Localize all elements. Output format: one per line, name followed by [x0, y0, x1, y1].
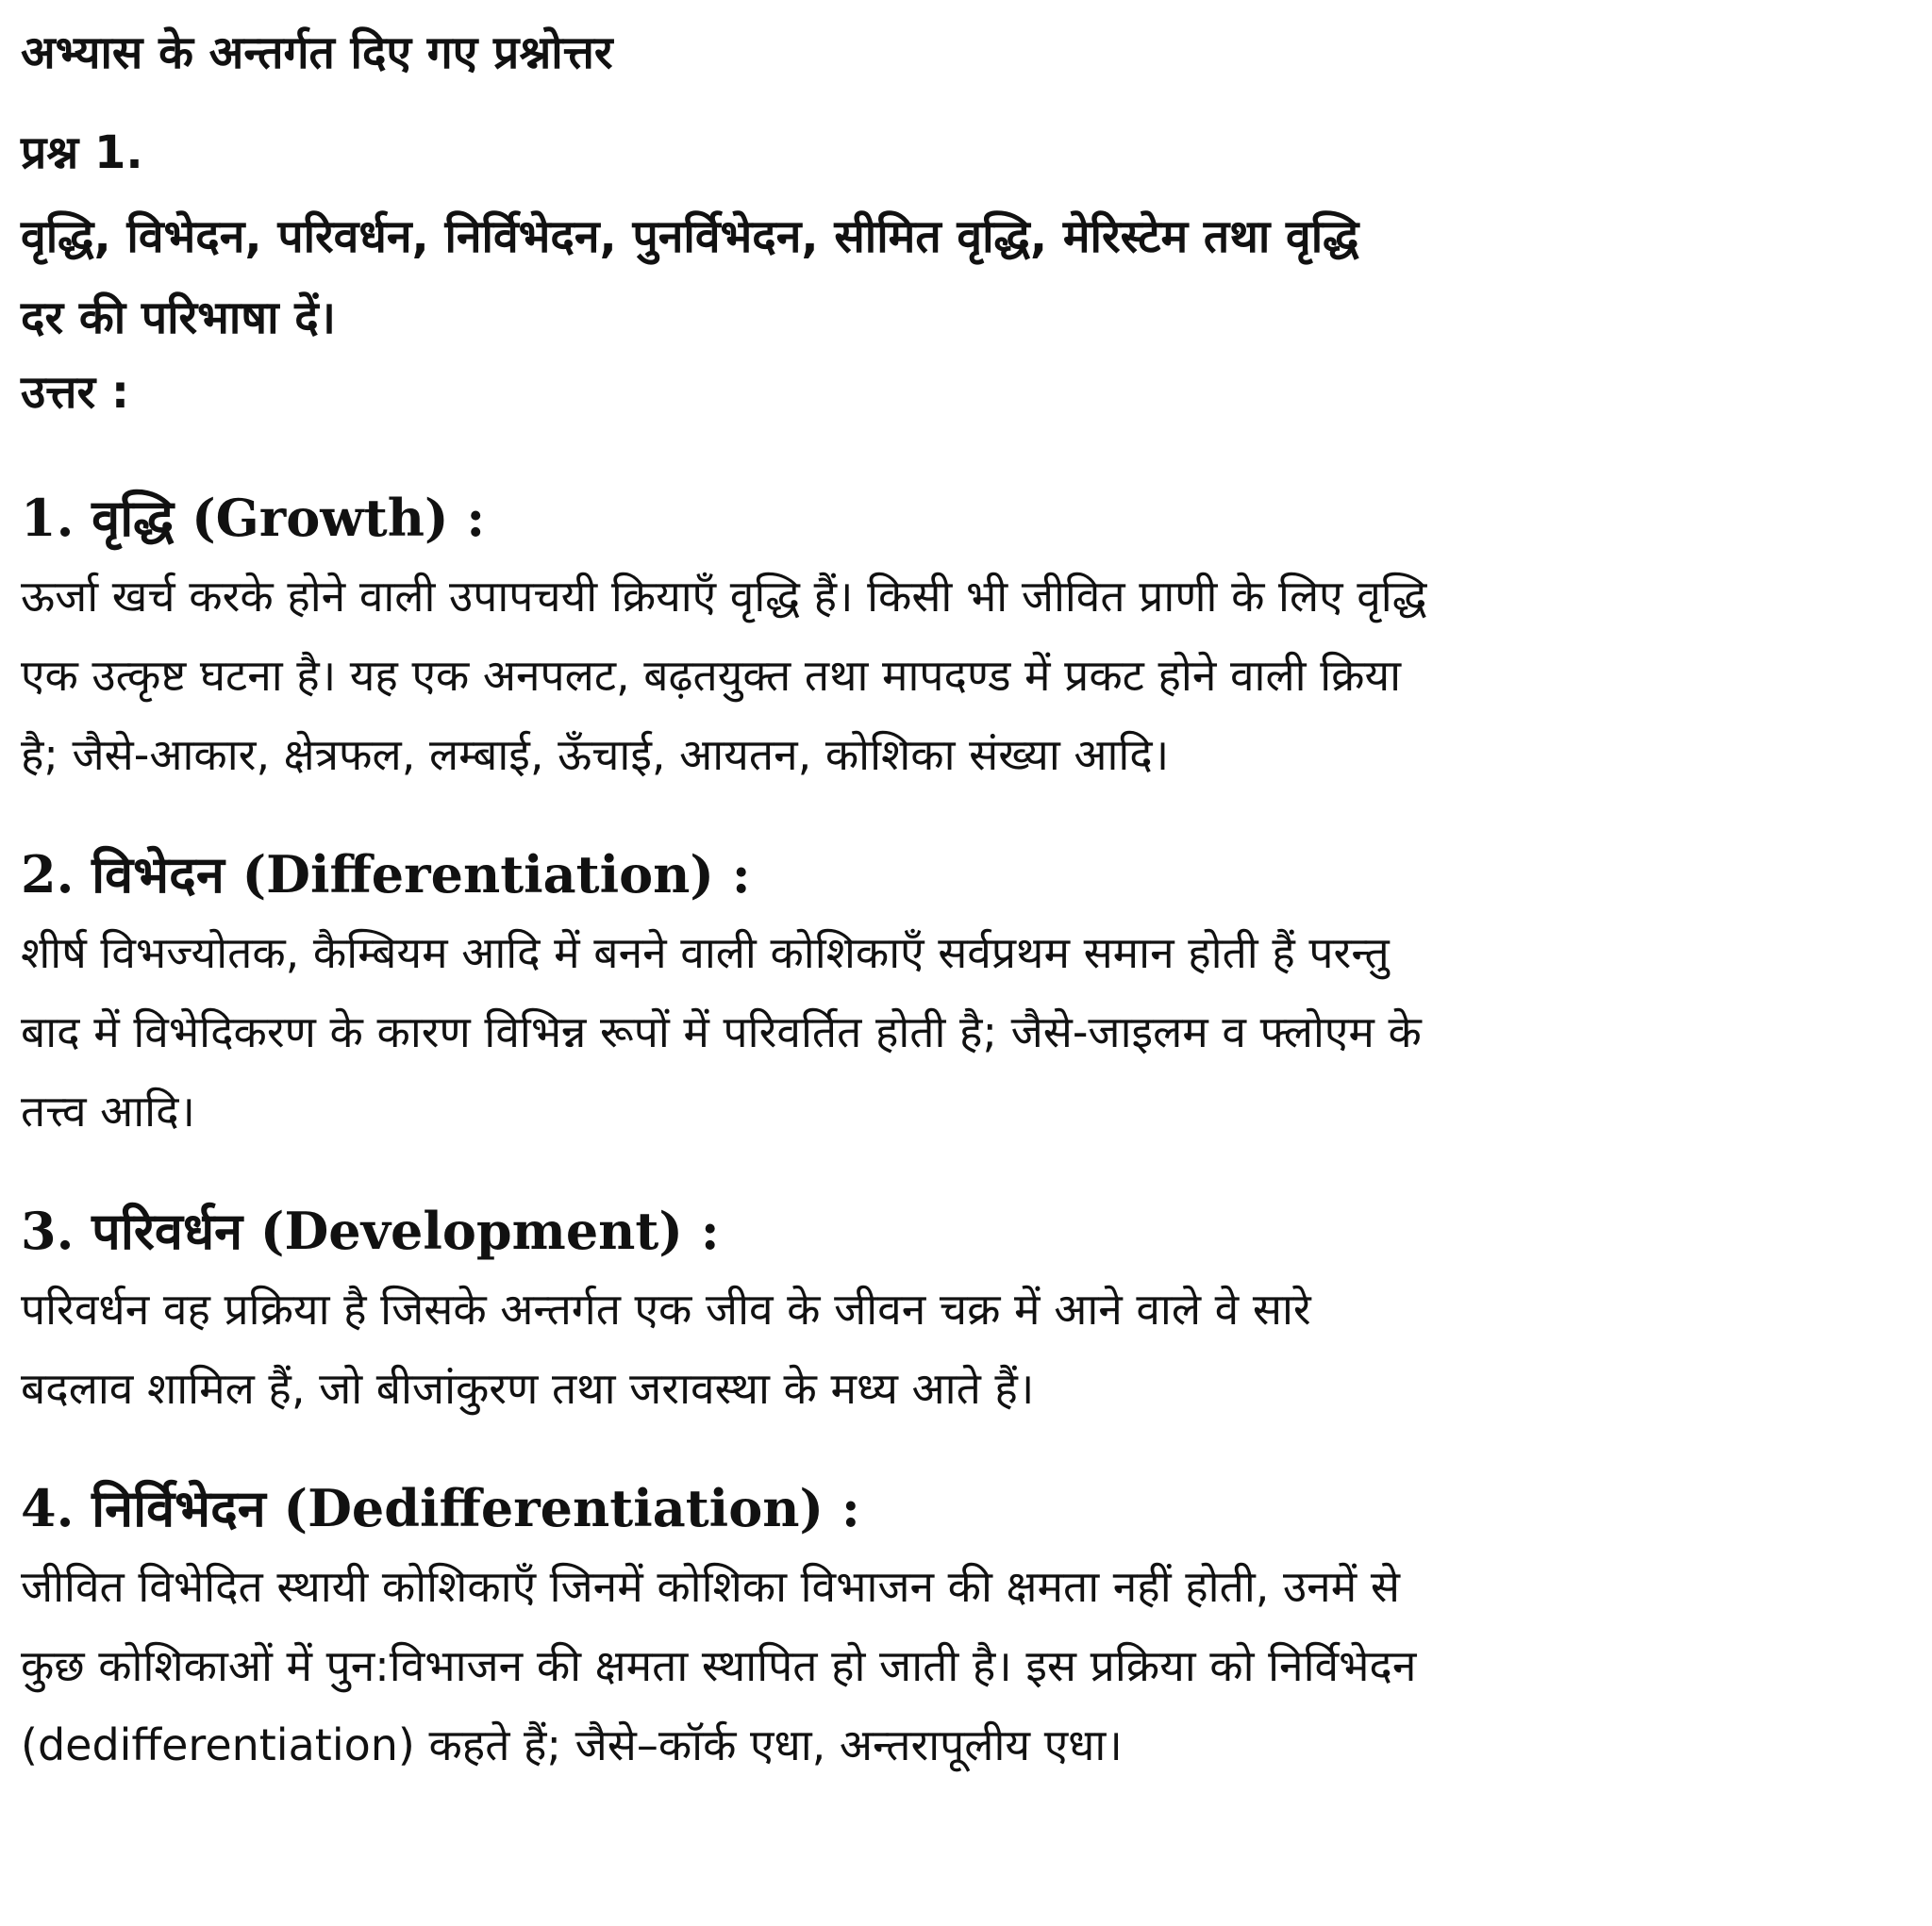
answer-section-differentiation — [21, 838, 1912, 1151]
section-title: 4. निर्विभेदन (Dedifferentiation) : — [21, 1478, 860, 1538]
question-text: वृद्धि, विभेदन, परिवर्धन, निर्विभेदन, पुनर्विभेदन, सीमित वृद्धि, मेरिस्टेम तथा वृद्धि दर की परिभाषा दें। — [21, 210, 1359, 344]
answer-section-dedifferentiation — [21, 1471, 1912, 1785]
document-page — [21, 23, 1912, 1828]
section-body: जीवित विभेदित स्थायी कोशिकाएँ जिनमें कोशिका विभाजन की क्षमता नहीं होती, उनमें से कुछ कोशिकाओं में पुन:विभाजन की क्षमता स्थापित हो जाती है। इस प्रक्रिया को निर्विभेदन (dedifferentiation) कहते हैं; जैसे–कॉर्क एधा, अन्तरापूलीय एधा। — [21, 1561, 1417, 1770]
answer-label: उत्तर : — [21, 366, 130, 419]
section-body: शीर्ष विभज्योतक, कैम्बियम आदि में बनने वाली कोशिकाएँ सर्वप्रथम समान होती हैं परन्तु बाद में विभेदिकरण के कारण विभिन्न रूपों में परिवर्तित होती है; जैसे-जाइलम व फ्लोएम के तत्त्व आदि। — [21, 927, 1422, 1137]
section-title: 1. वृद्धि (Growth) : — [21, 488, 486, 548]
answer-section-growth — [21, 481, 1912, 794]
section-title: 3. परिवर्धन (Development) : — [21, 1201, 720, 1261]
section-body: ऊर्जा खर्च करके होने वाली उपापचयी क्रियाएँ वृद्धि हैं। किसी भी जीवित प्राणी के लिए वृद्धि एक उत्कृष्ट घटना है। यह एक अनपलट, बढ़तयुक्त तथा मापदण्ड में प्रकट होने वाली क्रिया है; जैसे-आकार, क्षेत्रफल, लम्बाई, ऊँचाई, आयतन, कोशिका संख्या आदि। — [21, 571, 1427, 780]
answer-section-development — [21, 1194, 1912, 1428]
section-body: परिवर्धन वह प्रक्रिया है जिसके अन्तर्गत एक जीव के जीवन चक्र में आने वाले वे सारे बदलाव शामिल हैं, जो बीजांकुरण तथा जरावस्था के मध्य आते हैं। — [21, 1284, 1311, 1414]
section-title: 2. विभेदन (Differentiation) : — [21, 844, 751, 905]
exercise-heading: अभ्यास के अन्तर्गत दिए गए प्रश्नोत्तर — [21, 26, 613, 79]
question-label: प्रश्न 1. — [21, 126, 143, 179]
